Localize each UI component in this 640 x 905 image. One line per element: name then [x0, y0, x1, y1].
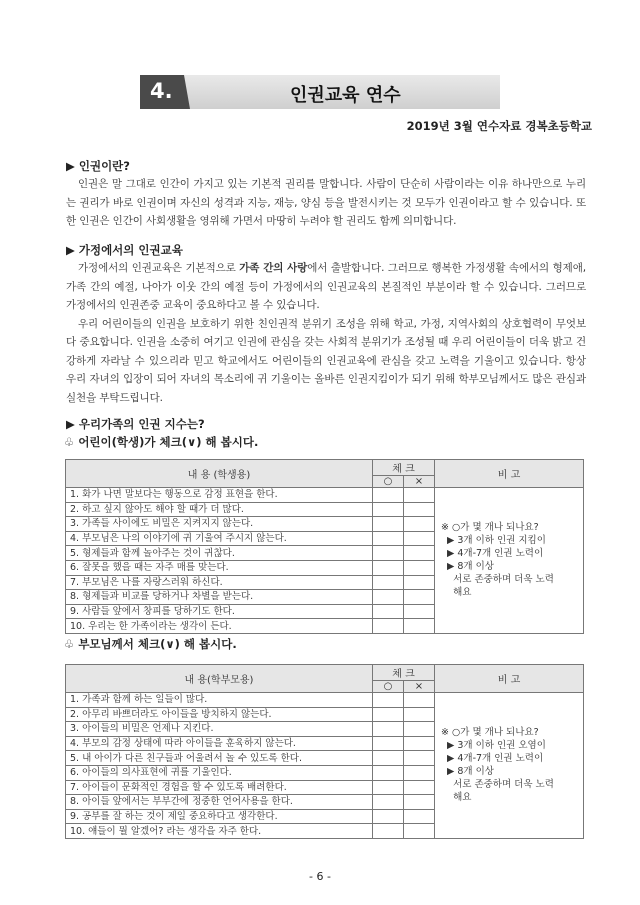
check-item-text: 5. 내 아이가 다른 친구들과 어울려서 놀 수 있도록 한다. [66, 751, 373, 766]
check-item-text: 6. 잘못을 했을 때는 자주 매를 맞는다. [66, 560, 373, 575]
x-checkbox-cell[interactable] [404, 809, 435, 824]
o-column-header: ○ [373, 476, 404, 488]
section-heading-home-education: ▶ 가정에서의 인권교육 [66, 243, 183, 257]
paragraph-1-start: 가정에서의 인권교육은 기본적으로 [78, 262, 240, 274]
o-checkbox-cell[interactable] [373, 707, 404, 722]
score-guide-line: ▶ 4개-7개 인권 노력이 [441, 753, 544, 765]
x-checkbox-cell[interactable] [404, 795, 435, 810]
x-checkbox-cell[interactable] [404, 502, 435, 517]
o-checkbox-cell[interactable] [373, 736, 404, 751]
check-item-text: 6. 아이들의 의사표현에 귀를 기울인다. [66, 765, 373, 780]
x-checkbox-cell[interactable] [404, 736, 435, 751]
o-checkbox-cell[interactable] [373, 619, 404, 634]
score-guide-line: 해요 [441, 792, 472, 804]
note-column-header: 비 고 [435, 665, 584, 693]
x-checkbox-cell[interactable] [404, 590, 435, 605]
o-column-header: ○ [373, 681, 404, 693]
o-checkbox-cell[interactable] [373, 531, 404, 546]
section-heading-family-index: ▶ 우리가족의 인권 지수는? [66, 417, 205, 431]
check-column-header: 체 크 [373, 460, 435, 476]
x-checkbox-cell[interactable] [404, 546, 435, 561]
o-checkbox-cell[interactable] [373, 751, 404, 766]
home-education-paragraphs [66, 259, 586, 407]
x-checkbox-cell[interactable] [404, 604, 435, 619]
score-guide-line: ▶ 8개 이상 [441, 561, 494, 573]
x-checkbox-cell[interactable] [404, 560, 435, 575]
check-item-text: 8. 형제들과 비교를 당하거나 차별을 받는다. [66, 590, 373, 605]
paragraph-2: 우리 어린이들의 인권을 보호하기 위한 친인권적 분위기 조성을 위해 학교, 가정, 지역사회의 상호협력이 무엇보다 중요합니다. 인권을 소중히 여기고 인권에 관심을 갖는 사회적 분위기가 조성될 때 우리 어린이들이 더욱 밝고 건강하게 자라날 수 있으리라 믿고 학교에서도 어린이들의 인권교육에 관심을 갖고 노력을 기울이고 있습니다. 항상 우리 자녀의 입장이 되어 자녀의 목소리에 귀 기울이는 올바른 인권지킴이가 되기 위해 학부모님께서도 많은 관심과 실천을 부탁드립니다. [66, 317, 586, 404]
o-checkbox-cell[interactable] [373, 560, 404, 575]
check-item-text: 1. 화가 나면 말보다는 행동으로 감정 표현을 한다. [66, 488, 373, 503]
check-item-text: 8. 아이들 앞에서는 부부간에 정중한 언어사용을 한다. [66, 795, 373, 810]
check-item-text: 9. 공부를 잘 하는 것이 제일 중요하다고 생각한다. [66, 809, 373, 824]
section-heading-human-rights: ▶ 인권이란? [66, 159, 130, 173]
x-checkbox-cell[interactable] [404, 575, 435, 590]
student-check-instruction: ♧ 어린이(학생)가 체크(∨) 해 봅시다. [64, 435, 259, 449]
check-item-text: 9. 사람들 앞에서 창피를 당하기도 한다. [66, 604, 373, 619]
check-column-header: 체 크 [373, 665, 435, 681]
check-item-text: 3. 아이들의 비밀은 언제나 지킨다. [66, 722, 373, 737]
table-header-row [66, 665, 584, 681]
score-guide-line: ※ ○가 몇 개나 되나요? [441, 727, 539, 739]
o-checkbox-cell[interactable] [373, 502, 404, 517]
x-checkbox-cell[interactable] [404, 693, 435, 708]
x-checkbox-cell[interactable] [404, 751, 435, 766]
check-item-text: 10. 우리는 한 가족이라는 생각이 든다. [66, 619, 373, 634]
x-checkbox-cell[interactable] [404, 488, 435, 503]
score-guide-line: ※ ○가 몇 개나 되나요? [441, 522, 539, 534]
check-item-text: 5. 형제들과 함께 놀아주는 것이 귀찮다. [66, 546, 373, 561]
x-checkbox-cell[interactable] [404, 765, 435, 780]
score-guide-line: ▶ 3개 이하 인권 지킴이 [441, 535, 546, 547]
check-item-text: 4. 부모님은 나의 이야기에 귀 기울여 주시지 않는다. [66, 531, 373, 546]
score-guide-note [435, 488, 584, 634]
page-title: 인권교육 연수 [290, 85, 401, 106]
parent-table-body [66, 693, 584, 839]
score-guide-line: 해요 [441, 587, 472, 599]
check-item-text: 2. 하고 싶지 않아도 해야 할 때가 더 많다. [66, 502, 373, 517]
human-rights-paragraph [66, 175, 586, 231]
document-subtitle: 2019년 3월 연수자료 경복초등학교 [406, 119, 592, 133]
score-guide-line: ▶ 4개-7개 인권 노력이 [441, 548, 544, 560]
x-checkbox-cell[interactable] [404, 780, 435, 795]
o-checkbox-cell[interactable] [373, 604, 404, 619]
o-checkbox-cell[interactable] [373, 824, 404, 839]
x-checkbox-cell[interactable] [404, 707, 435, 722]
paragraph-1-emphasis: 가족 간의 사랑 [239, 262, 308, 274]
o-checkbox-cell[interactable] [373, 693, 404, 708]
check-item-text: 7. 아이들이 문화적인 경험을 할 수 있도록 배려한다. [66, 780, 373, 795]
table-row [66, 488, 584, 503]
x-checkbox-cell[interactable] [404, 619, 435, 634]
o-checkbox-cell[interactable] [373, 780, 404, 795]
student-table-body [66, 488, 584, 634]
o-checkbox-cell[interactable] [373, 590, 404, 605]
paragraph-1-end: 에서 출발합니다. 그러므로 행복한 가정생활 속에서의 형제애, 가족 간의 예절, 나아가 이웃 간의 예절 등이 가정에서의 인권교육의 본질적인 부분이라 할 수 있습니다. 그러므로 가정에서의 인권존중 교육이 중요하다고 볼 수 있습니다. [66, 262, 586, 311]
score-guide-line: 서로 존중하며 더욱 노력 [441, 779, 554, 791]
check-item-text: 3. 가족들 사이에도 비밀은 지켜지지 않는다. [66, 517, 373, 532]
o-checkbox-cell[interactable] [373, 488, 404, 503]
x-checkbox-cell[interactable] [404, 824, 435, 839]
x-checkbox-cell[interactable] [404, 517, 435, 532]
check-item-text: 1. 가족과 함께 하는 일들이 많다. [66, 693, 373, 708]
x-checkbox-cell[interactable] [404, 722, 435, 737]
score-guide-line: ▶ 3개 이하 인권 오염이 [441, 740, 546, 752]
check-item-text: 7. 부모님은 나를 자랑스러워 하신다. [66, 575, 373, 590]
table-header-row [66, 460, 584, 476]
paragraph-text: 인권은 말 그대로 인간이 가지고 있는 기본적 권리를 말합니다. 사람이 단순히 사람이라는 이유 하나만으로 누리는 권리가 바로 인권이며 자신의 성격과 지능, 재능, 양심 등을 발전시키는 것 모두가 인권이라고 할 수 있습니다. 또한 인권은 인간이 사회생활을 영위해 가면서 마땅히 누려야 할 권리도 함께 의미합니다. [66, 178, 586, 227]
table-row [66, 693, 584, 708]
check-item-text: 2. 아무리 바쁘더라도 아이들을 방치하지 않는다. [66, 707, 373, 722]
check-item-text: 4. 부모의 감정 상태에 따라 아이들을 훈육하지 않는다. [66, 736, 373, 751]
o-checkbox-cell[interactable] [373, 546, 404, 561]
x-checkbox-cell[interactable] [404, 531, 435, 546]
o-checkbox-cell[interactable] [373, 765, 404, 780]
o-checkbox-cell[interactable] [373, 517, 404, 532]
parent-check-instruction: ♧ 부모님께서 체크(∨) 해 봅시다. [64, 637, 237, 651]
x-column-header: × [404, 476, 435, 488]
o-checkbox-cell[interactable] [373, 575, 404, 590]
content-column-header: 내 용 (학생용) [66, 460, 373, 488]
score-guide-note [435, 693, 584, 839]
content-column-header: 내 용(학부모용) [66, 665, 373, 693]
page-number: - 6 - [309, 870, 331, 883]
section-number: 4. [150, 79, 173, 103]
o-checkbox-cell[interactable] [373, 795, 404, 810]
paragraph-1 [66, 259, 586, 315]
note-column-header: 비 고 [435, 460, 584, 488]
o-checkbox-cell[interactable] [373, 722, 404, 737]
o-checkbox-cell[interactable] [373, 809, 404, 824]
student-check-table [65, 459, 584, 634]
score-guide-line: 서로 존중하며 더욱 노력 [441, 574, 554, 586]
x-column-header: × [404, 681, 435, 693]
score-guide-line: ▶ 8개 이상 [441, 766, 494, 778]
parent-check-table [65, 664, 584, 839]
check-item-text: 10. 얘들이 뭘 알겠어? 라는 생각을 자주 한다. [66, 824, 373, 839]
